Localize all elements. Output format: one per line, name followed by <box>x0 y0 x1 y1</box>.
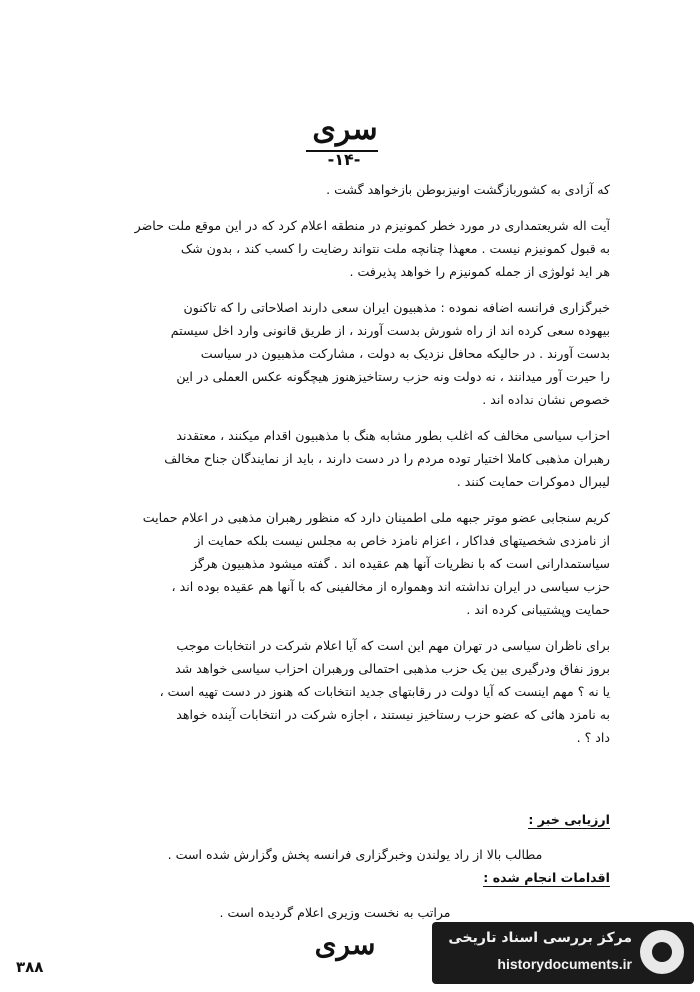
text-line: به قبول کمونیزم نیست . معهذا چنانچه ملت نتواند رضایت را کسب کند ، بدون شک <box>180 241 610 256</box>
classification-stamp-top: سری <box>312 112 378 147</box>
text-line: رهبران مذهبی کاملا اختیار توده مردم را در دست دارند ، باید از نمایندگان جناح مخالف <box>164 451 610 466</box>
text-line: بروز نفاق ودرگیری بین یک حزب مذهبی احتمالی ورهبران احزاب سیاسی خواهد شد <box>175 661 610 676</box>
watermark-url: historydocuments.ir <box>497 956 632 972</box>
archive-watermark <box>432 922 694 984</box>
text-line: هر اید ئولوژی از جمله کمونیزم را خواهد پذیرفت . <box>349 264 610 279</box>
text-line: یا نه ؟ مهم اینست که آیا دولت در رقابتهای جدید انتخابات که هنوز در دست تهیه است ، <box>159 684 610 699</box>
actions-heading-text: اقدامات انجام شده : <box>483 870 610 885</box>
text-line: حزب سیاسی در ایران نداشته اند وهمواره از مخالفینی که با آنها هم عقیده بوده اند ، <box>171 579 610 594</box>
evaluation-text: مطالب بالا از راد یولندن وخبرگزاری فرانسه پخش وگزارش شده است . <box>167 847 543 862</box>
text-line: خبرگزاری فرانسه اضافه نموده : مذهبیون ایران سعی دارند اصلاحاتی را که تاکنون <box>183 300 610 315</box>
watermark-title: مرکز بررسی اسناد تاریخی <box>448 930 632 946</box>
report-body <box>100 178 610 762</box>
paragraph-4 <box>100 424 610 493</box>
text-line: بیهوده سعی کرده اند از راه شورش بدست آورند ، از طریق قانونی وارد اخل سیستم <box>170 323 610 338</box>
actions-heading <box>100 866 610 889</box>
page-number: ۳۸۸ <box>16 958 44 976</box>
archive-logo-icon <box>640 930 684 974</box>
paragraph-1 <box>100 178 610 201</box>
text-line: آیت اله شریعتمداری در مورد خطر کمونیزم در منطقه اعلام کرد که در این موقع ملت حاضر <box>134 218 610 233</box>
text-line: را حیرت آور میدانند ، نه دولت ونه حزب رستاخیزهنوز هیچگونه عکس العملی در این <box>176 369 610 384</box>
evaluation-heading-text: ارزیابی خبر : <box>528 812 610 827</box>
paragraph-2 <box>100 214 610 283</box>
text-line: کریم سنجابی عضو موتر جبهه ملی اطمینان دارد که منظور رهبران مذهبی در اعلام حمایت <box>142 510 610 525</box>
paragraph-5 <box>100 506 610 621</box>
text-line: از نامزدی شخصیتهای فداکار ، اعزام نامزد خاص به مجلس نیست بلکه حمایت از <box>194 533 610 548</box>
text-line: خصوص نشان نداده اند . <box>482 392 610 407</box>
actions-text: مراتب به نخست وزیری اعلام گردیده است . <box>219 905 451 920</box>
classification-stamp-bottom: سری <box>314 928 376 961</box>
text-line: احزاب سیاسی مخالف که اغلب بطور مشابه هنگ با مذهبیون اقدام میکنند ، معتقدند <box>176 428 610 443</box>
text-line: که آزادی به کشوربازگشت اونیزبوطن بازخواهد گشت . <box>326 182 610 197</box>
text-line: سیاستمدارانی است که با نظریات آنها هم عقیده اند . گفته میشود مذهبیون هرگز <box>191 556 610 571</box>
page-mark: -۱۴- <box>327 150 361 169</box>
text-line: برای ناظران سیاسی در تهران مهم این است که آیا اعلام شرکت در انتخابات موجب <box>176 638 610 653</box>
paragraph-3 <box>100 296 610 411</box>
text-line: بدست آورند . در حالیکه محافل نزدیک به دولت ، مشارکت مذهبیون در سیاست <box>200 346 610 361</box>
paragraph-6 <box>100 634 610 749</box>
text-line: لیبرال دموکرات حمایت کنند . <box>456 474 610 489</box>
evaluation-section <box>100 808 610 866</box>
text-line: داد ؟ . <box>576 730 610 745</box>
text-line: حمایت وپشتیبانی کرده اند . <box>466 602 610 617</box>
evaluation-heading <box>100 808 610 831</box>
actions-section <box>100 866 610 924</box>
text-line: به نامزد هائی که عضو حزب رستاخیز نیستند ، اجازه شرکت در انتخابات آینده خواهد <box>176 707 610 722</box>
